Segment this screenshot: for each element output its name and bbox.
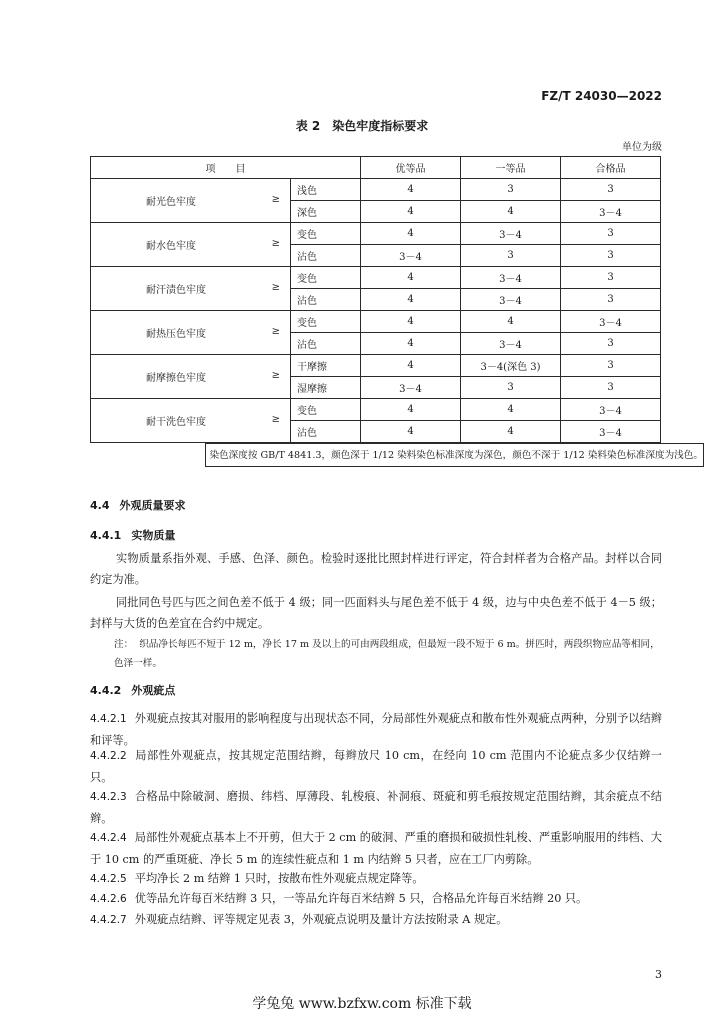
table-row <box>91 311 661 333</box>
excellent-grade: 4 <box>361 311 461 333</box>
fastness-item-name: 耐干洗色牢度 <box>146 417 206 428</box>
excellent-grade: 4 <box>361 399 461 421</box>
paragraph-quality: 实物质量系指外观、手感、色泽、颜色。检验时逐批比照封样进行评定，符合封样者为合格产品。封样以合同约定为准。 <box>90 552 662 586</box>
first-grade: 3－4 <box>461 267 561 289</box>
ge-symbol: ≥ <box>271 413 280 425</box>
fastness-item <box>91 355 291 399</box>
qualified-grade: 3 <box>561 289 661 311</box>
sub-item: 变色 <box>291 267 361 289</box>
first-grade: 3 <box>461 245 561 267</box>
first-grade: 3－4 <box>461 289 561 311</box>
clause-text: 合格品中除破洞、磨损、纬档、厚薄段、轧梭痕、补洞痕、斑疵和剪毛痕按规定范围结辫，其余疵点不结辫。 <box>90 790 662 825</box>
paragraph-color-difference: 同批同色号匹与匹之间色差不低于 4 级；同一匹面料头与尾色差不低于 4 级，边与中央色差不低于 4－5 级；封样与大货的色差宜在合约中规定。 <box>90 596 662 630</box>
section-4-4-2-heading <box>90 682 175 698</box>
qualified-grade: 3－4 <box>561 399 661 421</box>
excellent-grade: 4 <box>361 201 461 223</box>
section-4-4-heading <box>90 497 186 513</box>
fastness-item-name: 耐摩擦色牢度 <box>146 373 206 384</box>
clause-4-4-2-2 <box>90 745 662 788</box>
ge-symbol: ≥ <box>271 193 280 205</box>
clause-4-4-2-5 <box>90 868 662 890</box>
note-label: 注： <box>114 639 134 650</box>
watermark-footer: 学兔兔 www.bzfxw.com 标准下载 <box>252 996 472 1012</box>
first-grade: 3－4 <box>461 333 561 355</box>
qualified-grade: 3 <box>561 333 661 355</box>
clause-number: 4.4.2.4 <box>90 832 127 844</box>
clause-text: 平均净长 2 m 结辫 1 只时，按散布性外观疵点规定降等。 <box>134 872 424 885</box>
sub-item: 浅色 <box>291 179 361 201</box>
sub-item: 变色 <box>291 223 361 245</box>
qualified-grade: 3 <box>561 267 661 289</box>
qualified-grade: 3 <box>561 377 661 399</box>
clause-number: 4.4.2.6 <box>90 893 127 905</box>
clause-4-4-2-3 <box>90 786 662 829</box>
table-row <box>91 223 661 245</box>
qualified-grade: 3 <box>561 355 661 377</box>
sub-item: 沾色 <box>291 421 361 443</box>
fastness-item <box>91 223 291 267</box>
ge-symbol: ≥ <box>271 325 280 337</box>
clause-number: 4.4.2.3 <box>90 791 127 803</box>
fastness-item-name: 耐汗渍色牢度 <box>146 285 206 296</box>
fastness-item-name: 耐水色牢度 <box>146 241 196 252</box>
table-unit: 单位为级 <box>622 142 662 153</box>
fastness-item <box>91 179 291 223</box>
section-number: 4.4.1 <box>90 529 122 542</box>
excellent-grade: 4 <box>361 223 461 245</box>
qualified-grade: 3 <box>561 245 661 267</box>
clause-text: 外观疵点结辫、评等规定见表 3，外观疵点说明及量计方法按附录 A 规定。 <box>134 913 508 926</box>
section-number: 4.4 <box>90 499 110 512</box>
section-title: 实物质量 <box>131 529 176 542</box>
clause-4-4-2-4 <box>90 827 662 870</box>
excellent-grade: 4 <box>361 355 461 377</box>
qualified-grade: 3 <box>561 223 661 245</box>
first-grade: 3－4(深色 3) <box>461 355 561 377</box>
first-grade: 4 <box>461 421 561 443</box>
clause-number: 4.4.2.2 <box>90 750 127 762</box>
section-title: 外观疵点 <box>131 684 176 697</box>
first-grade: 4 <box>461 399 561 421</box>
excellent-grade: 4 <box>361 289 461 311</box>
clause-number: 4.4.2.1 <box>90 713 127 725</box>
ge-symbol: ≥ <box>271 369 280 381</box>
ge-symbol: ≥ <box>271 237 280 249</box>
col-header-item: 项 目 <box>91 157 361 179</box>
table-row <box>91 267 661 289</box>
first-grade: 3－4 <box>461 223 561 245</box>
excellent-grade: 4 <box>361 179 461 201</box>
sub-item: 深色 <box>291 201 361 223</box>
excellent-grade: 4 <box>361 267 461 289</box>
fastness-item <box>91 311 291 355</box>
sub-item: 沾色 <box>291 289 361 311</box>
sub-item: 变色 <box>291 311 361 333</box>
first-grade: 4 <box>461 201 561 223</box>
color-fastness-table <box>90 156 703 461</box>
qualified-grade: 3－4 <box>561 201 661 223</box>
fastness-item <box>91 399 291 443</box>
section-note <box>114 635 662 673</box>
first-grade: 4 <box>461 311 561 333</box>
table-row <box>91 179 661 201</box>
fastness-item-name: 耐光色牢度 <box>146 197 196 208</box>
col-header-excellent: 优等品 <box>361 157 461 179</box>
sub-item: 沾色 <box>291 333 361 355</box>
first-grade: 3 <box>461 377 561 399</box>
fastness-item <box>91 267 291 311</box>
excellent-grade: 4 <box>361 333 461 355</box>
sub-item: 干摩擦 <box>291 355 361 377</box>
clause-text: 优等品允许每百米结辫 3 只，一等品允许每百米结辫 5 只，合格品允许每百米结辫 20 只。 <box>134 892 588 905</box>
col-header-qualified: 合格品 <box>561 157 661 179</box>
clause-4-4-2-6 <box>90 888 662 910</box>
standard-code: FZ/T 24030—2022 <box>541 89 662 103</box>
clause-text: 外观疵点按其对服用的影响程度与出现状态不同，分局部性外观疵点和散布性外观疵点两种，分别予以结辫和评等。 <box>90 712 662 747</box>
col-header-first: 一等品 <box>461 157 561 179</box>
sub-item: 变色 <box>291 399 361 421</box>
ge-symbol: ≥ <box>271 281 280 293</box>
note-text: 织品净长每匹不短于 12 m，净长 17 m 及以上的可由两段组成，但最短一段不短于 6 m。拼匹时，两段织物应品等相同，色泽一样。 <box>114 639 660 669</box>
excellent-grade: 4 <box>361 421 461 443</box>
clause-4-4-2-7 <box>90 909 662 931</box>
sub-item: 沾色 <box>291 245 361 267</box>
section-number: 4.4.2 <box>90 684 122 697</box>
sub-item: 湿摩擦 <box>291 377 361 399</box>
clause-text: 局部性外观疵点基本上不开剪，但大于 2 cm 的破洞、严重的磨损和破损性轧梭、严重影响服用的纬档、大于 10 cm 的严重斑疵、净长 5 m 的连续性疵点和 1 m 内结辫 5 只者，应在工厂内剪除。 <box>90 831 662 866</box>
qualified-grade: 3－4 <box>561 421 661 443</box>
first-grade: 3 <box>461 179 561 201</box>
fastness-item-name: 耐热压色牢度 <box>146 329 206 340</box>
table-title: 表 2 染色牢度指标要求 <box>295 119 429 133</box>
table-note: 染色深度按 GB/T 4841.3，颜色深于 1/12 染料染色标准深度为深色，颜色不深于 1/12 染料染色标准深度为浅色。 <box>205 444 703 467</box>
qualified-grade: 3 <box>561 179 661 201</box>
excellent-grade: 3－4 <box>361 245 461 267</box>
clause-text: 局部性外观疵点，按其规定范围结辫，每辫放尺 10 cm，在经向 10 cm 范围内不论疵点多少仅结辫一只。 <box>90 749 662 784</box>
clause-number: 4.4.2.5 <box>90 873 127 885</box>
section-title: 外观质量要求 <box>119 499 186 512</box>
clause-number: 4.4.2.7 <box>90 914 127 926</box>
table-row <box>91 399 661 421</box>
excellent-grade: 3－4 <box>361 377 461 399</box>
table-row <box>91 355 661 377</box>
page-number: 3 <box>655 968 662 981</box>
section-4-4-1-heading <box>90 527 175 543</box>
qualified-grade: 3－4 <box>561 311 661 333</box>
